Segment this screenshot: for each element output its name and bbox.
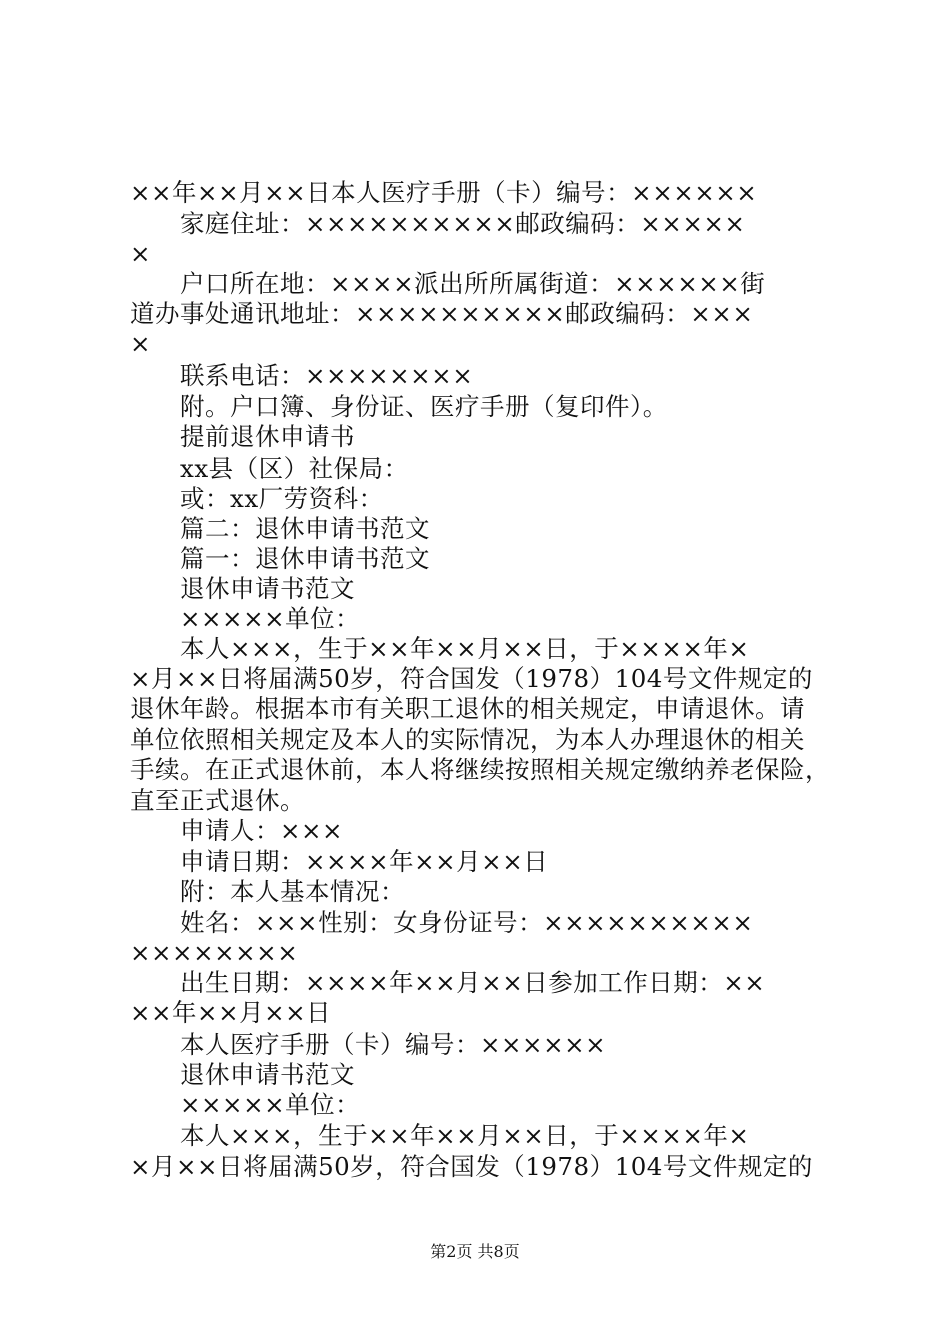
text-line: ××年××月××日本人医疗手册（卡）编号：×××××× <box>130 178 758 207</box>
text-line: 道办事处通讯地址：××××××××××邮政编码：××× <box>130 299 754 328</box>
text-line: 出生日期：××××年××月××日参加工作日期：×× <box>180 968 766 997</box>
text-line: × <box>130 239 152 268</box>
text-line: xx县（区）社保局： <box>180 454 409 483</box>
text-line: 提前退休申请书 <box>180 422 355 451</box>
page-number-footer: 第2页 共8页 <box>430 1242 520 1261</box>
text-line: 户口所在地：××××派出所所属街道：××××××街 <box>180 269 766 298</box>
text-line: ×××××单位： <box>180 604 361 633</box>
text-line: 退休申请书范文 <box>180 574 355 603</box>
text-line: 申请日期：××××年××月××日 <box>180 847 549 876</box>
text-line: ×月××日将届满50岁，符合国发（1978）104号文件规定的 <box>130 1152 813 1181</box>
text-line: 本人医疗手册（卡）编号：×××××× <box>180 1030 607 1059</box>
text-line: 本人×××，生于××年××月××日，于××××年× <box>180 1121 750 1150</box>
text-line: ×月××日将届满50岁，符合国发（1978）104号文件规定的 <box>130 664 813 693</box>
text-line: 家庭住址：××××××××××邮政编码：××××× <box>180 209 746 238</box>
text-line: 联系电话：×××××××× <box>180 361 474 390</box>
text-line: ×××××单位： <box>180 1090 361 1119</box>
text-line: 手续。在正式退休前，本人将继续按照相关规定缴纳养老保险， <box>130 755 830 784</box>
text-line: 姓名：×××性别：女身份证号：×××××××××× <box>180 908 754 937</box>
text-line: 篇二：退休申请书范文 <box>180 514 430 543</box>
text-line: ×××××××× <box>130 938 299 967</box>
text-line: 附：本人基本情况： <box>180 877 405 906</box>
text-line: 退休申请书范文 <box>180 1060 355 1089</box>
text-line: 或：xx厂劳资科： <box>180 484 384 513</box>
text-line: ××年××月××日 <box>130 998 332 1027</box>
text-line: 单位依照相关规定及本人的实际情况，为本人办理退休的相关 <box>130 725 805 754</box>
text-line: 附。户口簿、身份证、医疗手册（复印件）。 <box>180 392 668 421</box>
text-line: 篇一：退休申请书范文 <box>180 544 430 573</box>
text-line: 退休年龄。根据本市有关职工退休的相关规定，申请退休。请 <box>130 694 805 723</box>
text-line: 申请人：××× <box>180 816 344 845</box>
text-line: 直至正式退休。 <box>130 786 305 815</box>
text-line: × <box>130 329 152 358</box>
text-line: 本人×××，生于××年××月××日，于××××年× <box>180 634 750 663</box>
